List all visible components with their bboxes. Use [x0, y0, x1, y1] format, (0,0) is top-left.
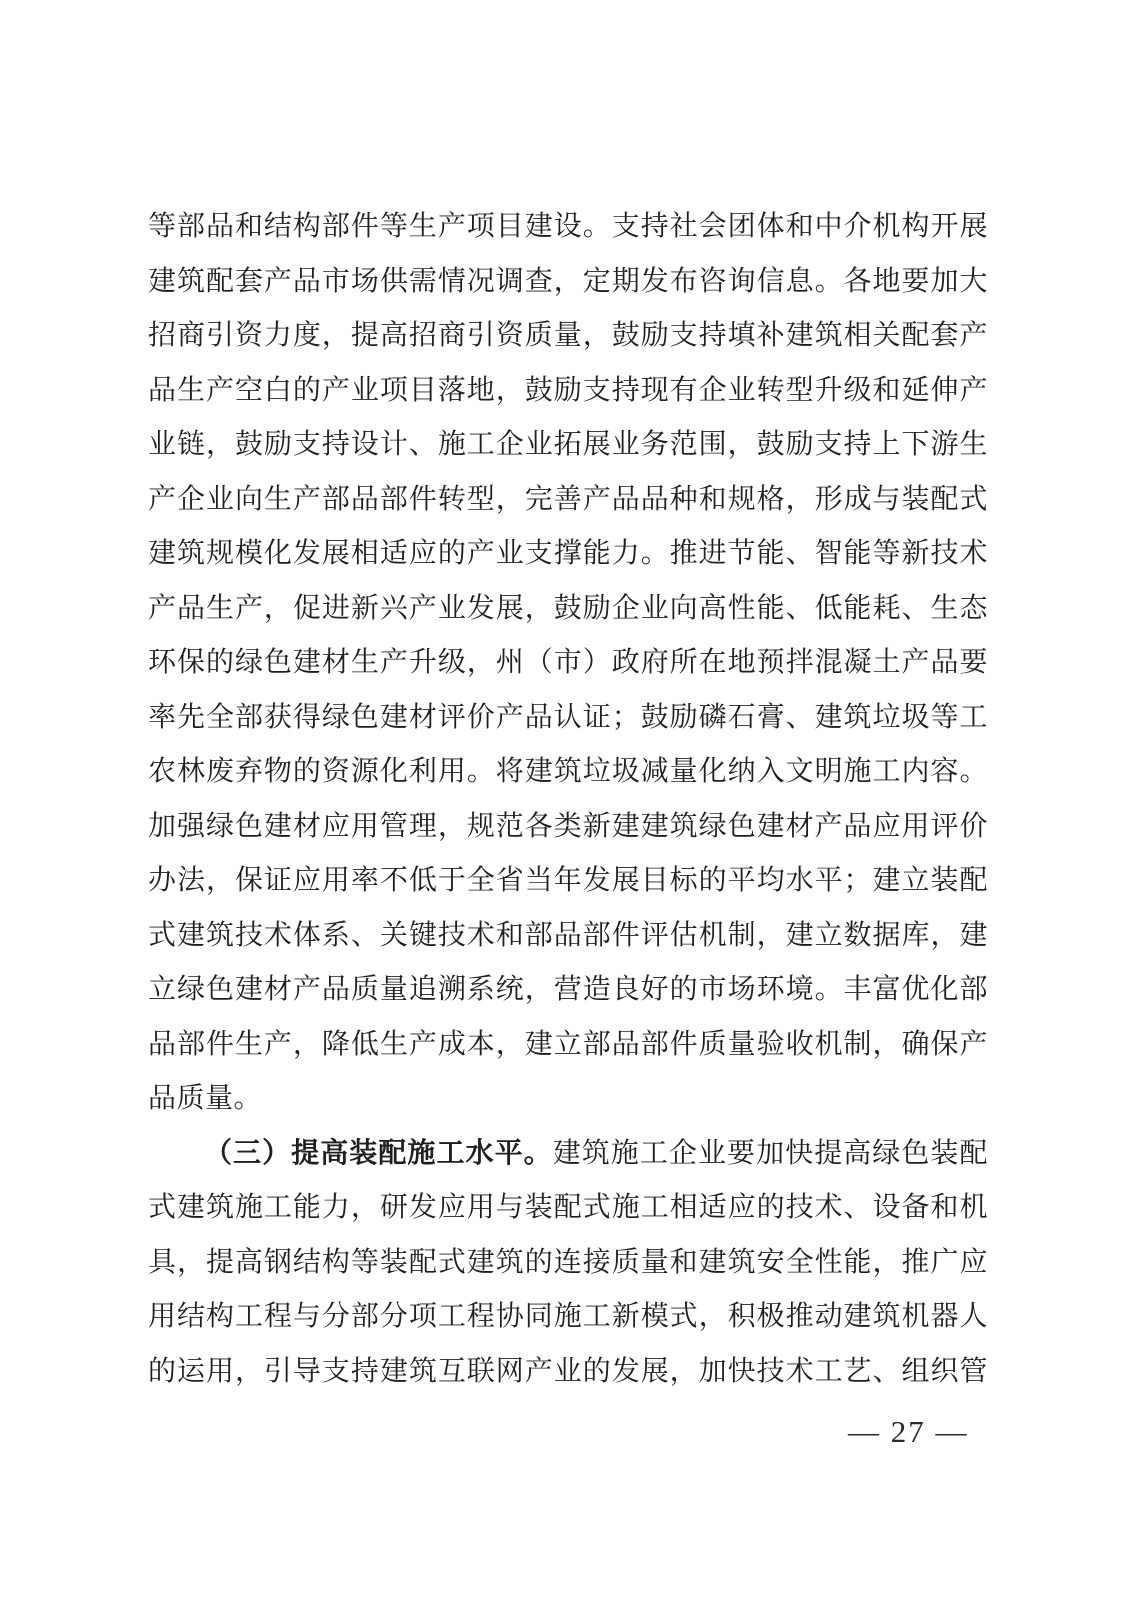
text-line: 式建筑施工能力，研发应用与装配式施工相适应的技术、设备和机	[148, 1192, 988, 1223]
section-text: 建筑施工企业要加快提高绿色装配	[552, 1137, 988, 1169]
text-line: 的运用，引导支持建筑互联网产业的发展，加快技术工艺、组织管	[148, 1355, 988, 1387]
section-heading: （三）提高装配施工水平。	[204, 1137, 553, 1169]
text-line: 品部件生产，降低生产成本，建立部品部件质量验收机制，确保产	[148, 1028, 988, 1060]
text-line: 业链，鼓励支持设计、施工企业拓展业务范围，鼓励支持上下游生	[148, 429, 988, 460]
text-line: 品生产空白的产业项目落地，鼓励支持现有企业转型升级和延伸产	[148, 374, 988, 406]
text-line: 农林废弃物的资源化利用。将建筑垃圾减量化纳入文明施工内容。	[148, 756, 988, 787]
text-line: 建筑配套产品市场供需情况调查，定期发布咨询信息。各地要加大	[148, 265, 988, 297]
text-line: 用结构工程与分部分项工程协同施工新模式，积极推动建筑机器人	[148, 1301, 988, 1332]
document-body	[148, 200, 988, 1399]
text-line: 式建筑技术体系、关键技术和部品部件评估机制，建立数据库，建	[148, 919, 988, 951]
text-line: 立绿色建材产品质量追溯系统，营造良好的市场环境。丰富优化部	[148, 974, 988, 1005]
text-line: 招商引资力度，提高招商引资质量，鼓励支持填补建筑相关配套产	[148, 320, 988, 351]
text-line: 建筑规模化发展相适应的产业支撑能力。推进节能、智能等新技术	[148, 538, 988, 569]
text-line: 产品生产，促进新兴产业发展，鼓励企业向高性能、低能耗、生态	[148, 592, 988, 624]
text-line: 环保的绿色建材生产升级，州（市）政府所在地预拌混凝土产品要	[148, 647, 988, 678]
text-line: 产企业向生产部品部件转型，完善产品品种和规格，形成与装配式	[148, 483, 988, 515]
text-line: 率先全部获得绿色建材评价产品认证；鼓励磷石膏、建筑垃圾等工	[148, 701, 988, 733]
page-number: — 27 —	[848, 1414, 969, 1449]
text-line: 办法，保证应用率不低于全省当年发展目标的平均水平；建立装配	[148, 865, 988, 896]
text-line: 具，提高钢结构等装配式建筑的连接质量和建筑安全性能，推广应	[148, 1246, 988, 1278]
text-line	[148, 1127, 988, 1182]
text-line: 等部品和结构部件等生产项目建设。支持社会团体和中介机构开展	[148, 211, 988, 242]
text-line: 品质量。	[148, 1083, 263, 1114]
text-line: 加强绿色建材应用管理，规范各类新建建筑绿色建材产品应用评价	[148, 810, 988, 842]
